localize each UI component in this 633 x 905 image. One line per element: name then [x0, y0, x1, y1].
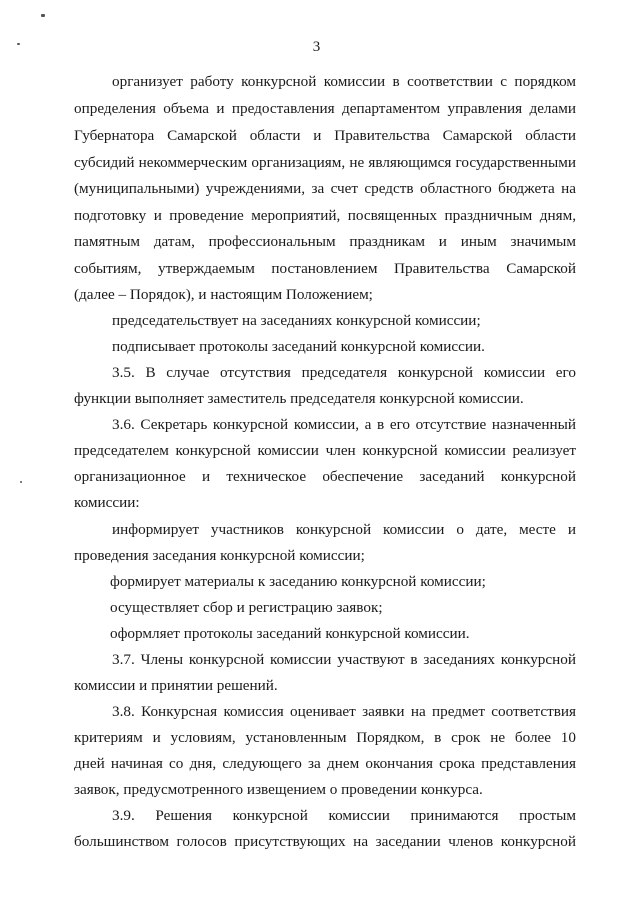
text-line: председательствует на заседаниях конкурсной комиссии;: [112, 312, 481, 329]
text-line: Губернатора Самарской области и Правительства Самарской области: [74, 127, 576, 144]
scan-mark: [20, 481, 22, 483]
text-line: подготовку и проведение мероприятий, посвященных праздничным дням,: [74, 207, 576, 224]
text-line: 3.8. Конкурсная комиссия оценивает заявки на предмет соответствия: [112, 703, 576, 720]
page-number: 3: [312, 39, 321, 55]
text-line: информирует участников конкурсной комиссии о дате, месте и: [112, 521, 576, 538]
text-line: памятным датам, профессиональным праздникам и иным значимым: [74, 233, 576, 250]
text-line: подписывает протоколы заседаний конкурсной комиссии.: [112, 338, 485, 355]
text-line: формирует материалы к заседанию конкурсной комиссии;: [110, 573, 486, 590]
text-line: организационное и техническое обеспечение заседаний конкурсной: [74, 468, 576, 485]
text-line: 3.9. Решения конкурсной комиссии принимаются простым: [112, 807, 576, 824]
scan-mark: [41, 14, 45, 17]
text-line: функции выполняет заместитель председателя конкурсной комиссии.: [74, 390, 524, 407]
text-line: субсидий некоммерческим организациям, не являющимся государственными: [74, 154, 576, 171]
text-line: дней начиная со дня, следующего за днем окончания срока представления: [74, 755, 576, 772]
text-line: (муниципальными) учреждениями, за счет средств областного бюджета на: [74, 180, 576, 197]
text-line: проведения заседания конкурсной комиссии;: [74, 547, 365, 564]
text-line: осуществляет сбор и регистрацию заявок;: [110, 599, 383, 616]
text-line: организует работу конкурсной комиссии в соответствии с порядком: [112, 73, 576, 90]
text-line: комиссии и принятии решений.: [74, 677, 278, 694]
text-line: оформляет протоколы заседаний конкурсной комиссии.: [110, 625, 470, 642]
text-line: критериям и условиям, установленным Порядком, в срок не более 10: [74, 729, 576, 746]
text-line: 3.7. Члены конкурсной комиссии участвуют в заседаниях конкурсной: [112, 651, 576, 668]
text-line: определения объема и предоставления департаментом управления делами: [74, 100, 576, 117]
text-line: 3.5. В случае отсутствия председателя конкурсной комиссии его: [112, 364, 576, 381]
text-line: большинством голосов присутствующих на заседании членов конкурсной: [74, 833, 576, 850]
text-line: 3.6. Секретарь конкурсной комиссии, а в его отсутствие назначенный: [112, 416, 576, 433]
text-line: (далее – Порядок), и настоящим Положением;: [74, 286, 373, 303]
text-line: заявок, предусмотренного извещением о проведении конкурса.: [74, 781, 483, 798]
text-line: комиссии:: [74, 494, 140, 511]
text-line: председателем конкурсной комиссии член конкурсной комиссии реализует: [74, 442, 576, 459]
text-line: событиям, утверждаемым постановлением Правительства Самарской: [74, 260, 576, 277]
